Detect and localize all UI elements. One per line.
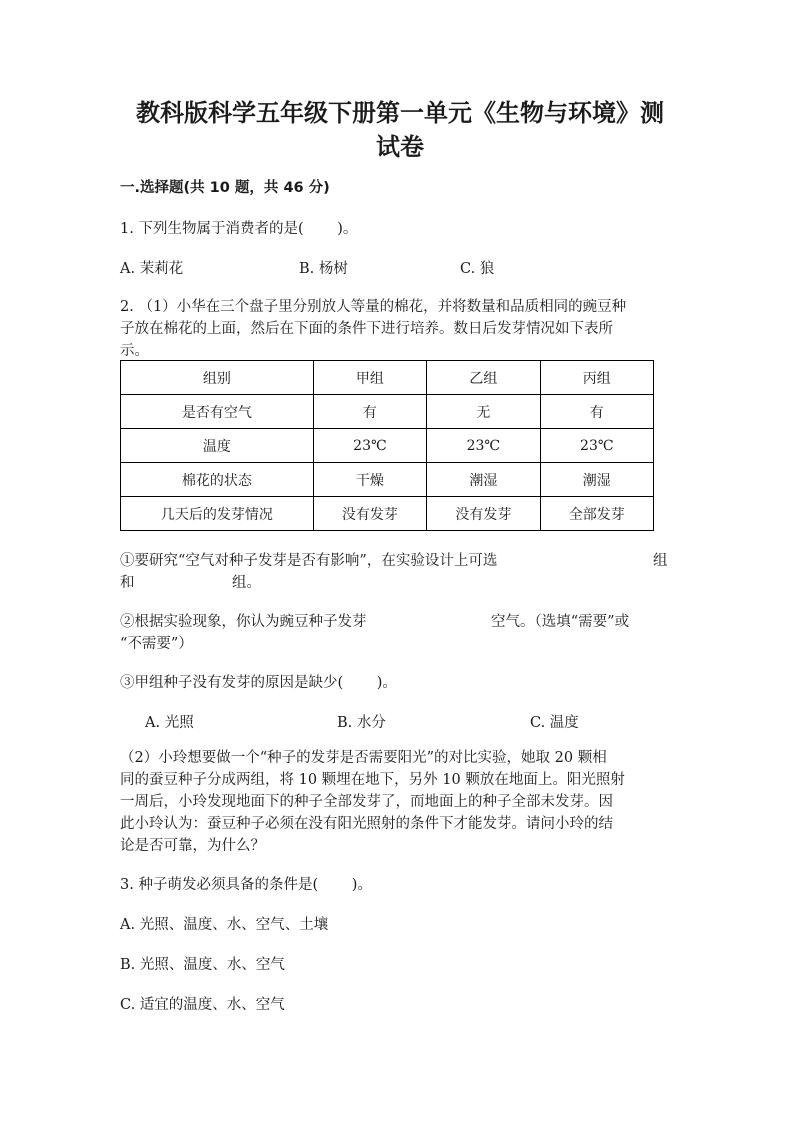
table-cell: 潮湿 bbox=[540, 463, 653, 497]
q2-sub1-line-1b: 组 bbox=[653, 553, 668, 569]
table-cell: 没有发芽 bbox=[313, 497, 426, 531]
q2-part2-paragraph bbox=[120, 747, 680, 857]
q2-sub3-option-c: C. 温度 bbox=[530, 715, 579, 731]
table-cell: 全部发芽 bbox=[540, 497, 653, 531]
q1-option-c: C. 狼 bbox=[460, 261, 495, 277]
title-line-2: 试卷 bbox=[376, 133, 424, 161]
germination-table bbox=[120, 360, 654, 531]
table-cell: 是否有空气 bbox=[121, 395, 314, 429]
q2-intro-line-3: 示。 bbox=[120, 343, 149, 359]
page-title bbox=[120, 96, 680, 164]
q2-intro-line-2: 子放在棉花的上面，然后在下面的条件下进行培养。数日后发芽情况如下表所 bbox=[120, 321, 613, 337]
q3-option-c: C. 适宜的温度、水、空气 bbox=[120, 997, 285, 1013]
q3-option-b: B. 光照、温度、水、空气 bbox=[120, 957, 285, 973]
table-cell: 丙组 bbox=[540, 361, 653, 395]
table-cell: 甲组 bbox=[313, 361, 426, 395]
q2-part2-line: （2）小玲想要做一个“种子的发芽是否需要阳光”的对比实验，她取 20 颗相 bbox=[120, 750, 607, 766]
table-cell: 有 bbox=[540, 395, 653, 429]
table-row bbox=[121, 429, 654, 463]
title-line-1: 教科版科学五年级下册第一单元《生物与环境》测 bbox=[136, 99, 664, 127]
q3-stem: 3. 种子萌发必须具备的条件是( )。 bbox=[120, 877, 372, 893]
table-cell: 23℃ bbox=[540, 429, 653, 463]
table-cell: 有 bbox=[313, 395, 426, 429]
table-cell: 潮湿 bbox=[427, 463, 540, 497]
q2-part2-line: 此小玲认为：蚕豆种子必须在没有阳光照射的条件下才能发芽。请问小玲的结 bbox=[120, 816, 613, 832]
table-row bbox=[121, 463, 654, 497]
table-cell: 没有发芽 bbox=[427, 497, 540, 531]
table-row bbox=[121, 497, 654, 531]
table-cell: 干燥 bbox=[313, 463, 426, 497]
q2-sub1-line-1a: ①要研究“空气对种子发芽是否有影响”，在实验设计上可选 bbox=[120, 553, 498, 569]
section-heading: 一.选择题(共 10 题，共 46 分) bbox=[120, 180, 330, 196]
q2-sub2-line-1b: 空气。（选填“需要”或 bbox=[491, 614, 630, 630]
q3-option-a: A. 光照、温度、水、空气、土壤 bbox=[120, 917, 329, 933]
q2-sub2-line-1a: ②根据实验现象，你认为豌豆种子发芽 bbox=[120, 614, 367, 630]
q2-part2-line: 一周后，小玲发现地面下的种子全部发芽了，而地面上的种子全部未发芽。因 bbox=[120, 794, 613, 810]
q1-stem: 1. 下列生物属于消费者的是( )。 bbox=[120, 221, 358, 237]
table-cell: 组别 bbox=[121, 361, 314, 395]
table-cell: 温度 bbox=[121, 429, 314, 463]
table-cell: 23℃ bbox=[313, 429, 426, 463]
table-cell: 乙组 bbox=[427, 361, 540, 395]
table-row bbox=[121, 361, 654, 395]
q1-option-a: A. 茉莉花 bbox=[120, 261, 184, 277]
table-row bbox=[121, 395, 654, 429]
q1-option-b: B. 杨树 bbox=[299, 261, 348, 277]
q2-sub3-option-b: B. 水分 bbox=[337, 715, 386, 731]
table-cell: 23℃ bbox=[427, 429, 540, 463]
table-cell: 棉花的状态 bbox=[121, 463, 314, 497]
table-cell: 几天后的发芽情况 bbox=[121, 497, 314, 531]
q2-part2-line: 论是否可靠，为什么？ bbox=[120, 838, 265, 854]
q2-sub1-line-2a: 和 bbox=[120, 575, 135, 591]
table-cell: 无 bbox=[427, 395, 540, 429]
q2-sub3-option-a: A. 光照 bbox=[145, 715, 194, 731]
q2-intro-line-1: 2. （1）小华在三个盘子里分别放人等量的棉花，并将数量和品质相同的豌豆种 bbox=[120, 299, 627, 315]
q2-sub2-line-2: “不需要”） bbox=[120, 636, 193, 652]
q2-sub3-stem: ③甲组种子没有发芽的原因是缺少( )。 bbox=[120, 675, 397, 691]
q2-sub1-line-2b: 组。 bbox=[232, 575, 261, 591]
q2-part2-line: 同的蚕豆种子分成两组，将 10 颗埋在地下，另外 10 颗放在地面上。阳光照射 bbox=[120, 772, 625, 788]
